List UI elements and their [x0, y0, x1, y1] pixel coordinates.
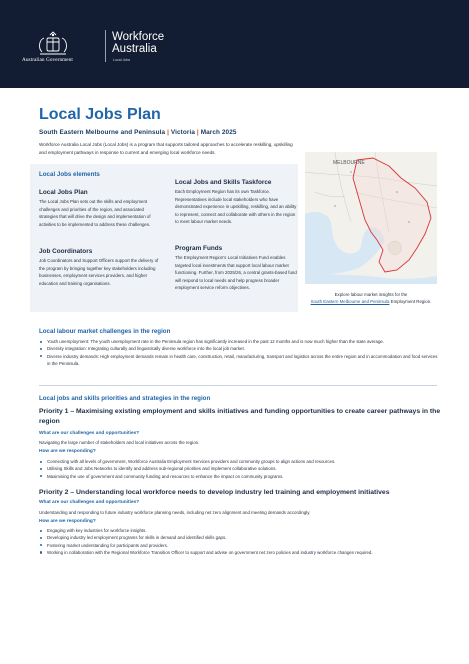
list-item: Youth unemployment: The youth unemployment rate in the Peninsula region has significantly increased in the past 12 months and is now much higher than the state average. — [39, 338, 439, 345]
intro-paragraph: Workforce Australia Local Jobs (Local Jobs) is a program that supports tailored approaches to accelerate reskilling, upskilling and employment pathways in response to current and emerging local workforce needs. — [39, 142, 293, 155]
list-item: Working in collaboration with the Regional Workforce Transition Officer to support and advise on government net zero policies and industry workforce changes required. — [39, 549, 439, 556]
challenges-heading: Local labour market challenges in the region — [39, 328, 171, 335]
section-divider — [39, 385, 437, 386]
list-item: Utilising Skills and Jobs Networks to identify and address sub-regional priorities and implement collaborative solutions. — [39, 465, 439, 472]
brand-sub: Local Jobs — [113, 58, 131, 62]
map-caption — [305, 291, 437, 305]
brand-line-1: Workforce — [112, 31, 165, 43]
challenges-list — [39, 338, 439, 367]
element-text-taskforce: Each Employment Region has its own Taskforce. Representatives include local stakeholders who have demonstrated experience in upskilling, reskilling, and an ability to represent, connect and collaborate with others in the region to meet labour market needs. — [175, 189, 297, 224]
map-region-link[interactable]: South Eastern Melbourne and Peninsula — [310, 299, 390, 305]
element-title-plan: Local Jobs Plan — [39, 189, 88, 196]
coat-of-arms-icon — [30, 30, 76, 58]
list-item: Connecting with all levels of government, Workforce Australia Employment Services providers and community groups to align actions and resources. — [39, 458, 439, 465]
subtitle-state: Victoria — [170, 129, 196, 136]
page-title: Local Jobs Plan — [39, 106, 161, 123]
element-title-funds: Program Funds — [175, 245, 223, 252]
brand-line-2: Australia — [112, 43, 157, 55]
subtitle-separator: | — [167, 129, 169, 136]
priority-1-title: Priority 1 – Maximising existing employment and skills initiatives and funding opportunities to create career pathways in the region — [39, 408, 441, 425]
list-item: Diversity integration: Integrating culturally and linguistically diverse workforce into the local job market. — [39, 345, 439, 352]
header-banner — [0, 0, 469, 88]
list-item: Maximising the use of government and community funding and resources to enhance the impact on community programs. — [39, 473, 439, 480]
region-map[interactable] — [305, 152, 437, 284]
priority-2-challenges-label: What are our challenges and opportunities? — [39, 500, 140, 505]
element-text-plan: The Local Jobs Plan sets out the skills and employment challenges and priorities of the region, and associated strategies that will drive the design and implementation of activities to be implemented to address these challenges. — [39, 199, 151, 227]
list-item: Engaging with key industries for workforce insights. — [39, 527, 439, 534]
priority-2-title: Priority 2 – Understanding local workforce needs to develop industry led training and employment initiatives — [39, 489, 390, 496]
priority-1-respond-label: How are we responding? — [39, 449, 96, 454]
subtitle-date: March 2025 — [200, 129, 237, 136]
element-text-coordinators: Job Coordinators and Support Officers support the delivery of the program by bringing together key stakeholders including businesses, employment services providers, and higher education and training organisations. — [39, 258, 159, 286]
element-title-taskforce: Local Jobs and Skills Taskforce — [175, 179, 272, 186]
priorities-heading: Local jobs and skills priorities and strategies in the region — [39, 395, 211, 402]
subtitle-separator: | — [196, 129, 199, 136]
priority-2-respond-label: How are we responding? — [39, 519, 96, 524]
header-divider — [105, 30, 106, 62]
element-text-funds: The Employment Region's Local Initiatives Fund enables targeted local investments that support local labour market functioning. Further, from 2025/26, a central grants-based fund will respond to local needs and help progress broader employment service reform objectives. — [175, 255, 297, 290]
priority-1-challenge-text: Navigating the large number of stakeholders and local initiatives across the region. — [39, 440, 200, 445]
list-item: Diverse industry demands: High employment demands remain in health care, construction, retail, manufacturing, transport and logistics across the entire region and in accommodation and food services in the Peninsula. — [39, 353, 439, 368]
gov-label: Australian Government — [22, 57, 73, 63]
priority-2-responses — [39, 527, 439, 556]
map-caption-text: Explore labour market insights for the — [334, 292, 408, 297]
priority-1-challenges-label: What are our challenges and opportunities? — [39, 431, 140, 436]
element-title-coordinators: Job Coordinators — [39, 248, 93, 255]
map-caption-suffix: Employment Region. — [390, 299, 432, 305]
list-item: Developing industry led employment programs for skills in demand and identified skills gaps. — [39, 534, 439, 541]
priority-2-challenge-text: Understanding and responding to future industry workforce planning needs, including net zero alignment and meeting demands accordingly. — [39, 510, 311, 515]
subtitle-region: South Eastern Melbourne and Peninsula — [39, 129, 166, 136]
page-subtitle — [39, 129, 237, 136]
brand-title — [112, 31, 164, 55]
map-city-label: MELBOURNE — [333, 160, 365, 166]
priority-1-responses — [39, 458, 439, 480]
elements-heading: Local Jobs elements — [39, 171, 100, 178]
list-item: Fostering market understanding for participants and providers. — [39, 542, 439, 549]
